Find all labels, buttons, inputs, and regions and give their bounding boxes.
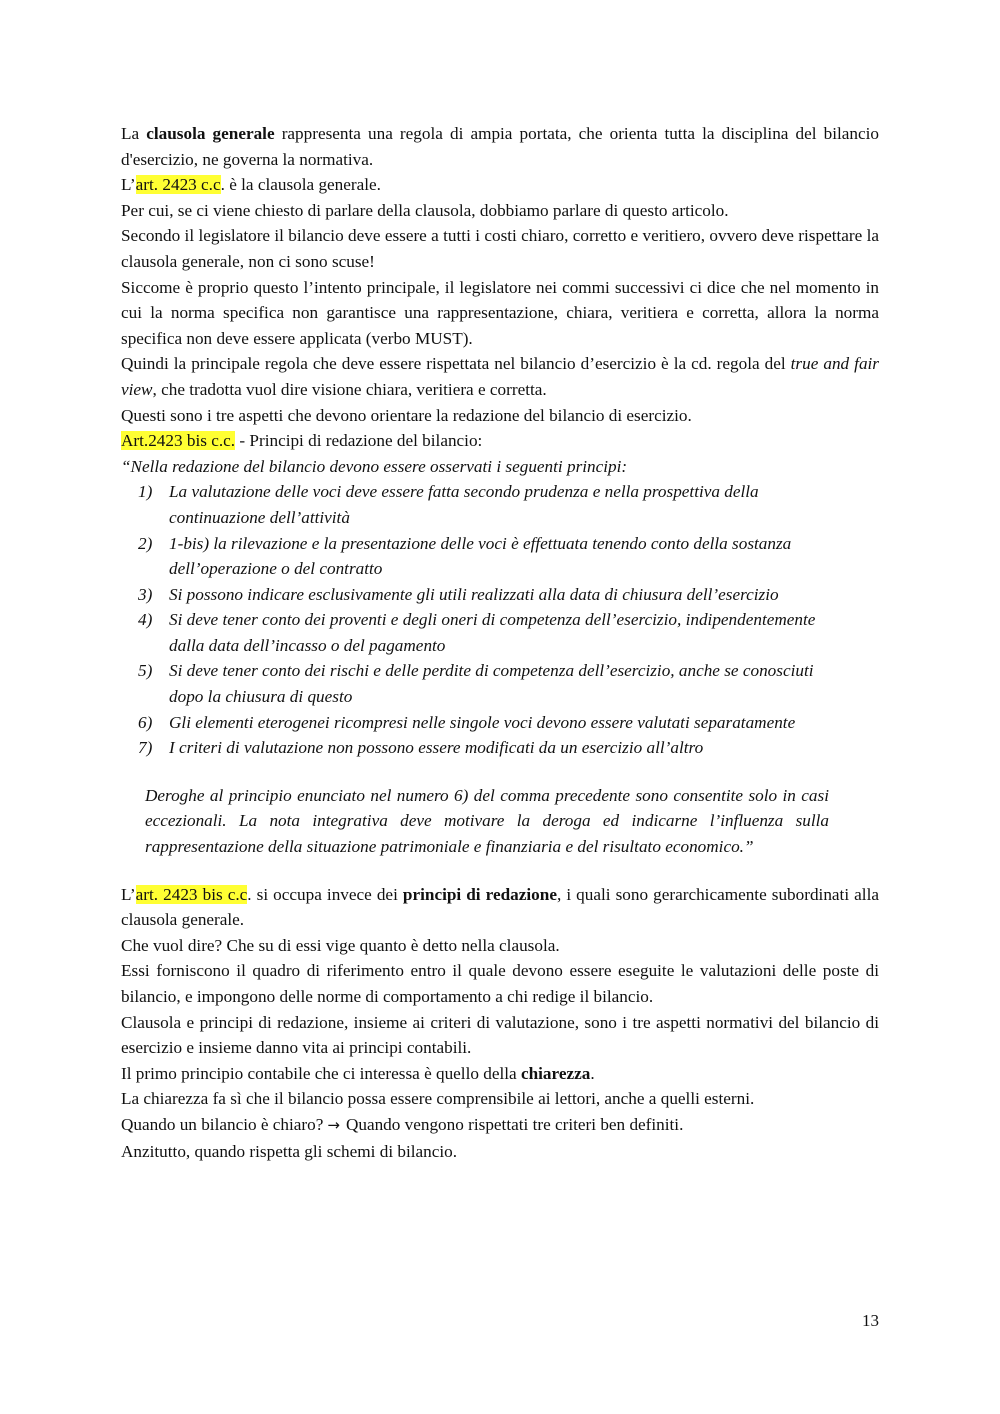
list-item (121, 658, 829, 709)
list-number: 3) (138, 584, 153, 604)
list-item (121, 735, 829, 761)
list-item-text: 1-bis) la rilevazione e la presentazione delle voci è effettuata tenendo conto della sostanza dell’operazione o del contratto (169, 533, 792, 579)
paragraph: Siccome è proprio questo l’intento principale, il legislatore nei commi successivi ci dice che nel momento in cui la norma specifica non garantisce una rappresentazione, chiara, veritiera e corretta, allora la norma specifica non deve essere applicata (verbo MUST). (121, 277, 879, 348)
list-item-text: I criteri di valutazione non possono essere modificati da un esercizio all’altro (169, 738, 704, 758)
arrow-right-icon: → (327, 1115, 340, 1134)
paragraph-art-2423-bis: L’art. 2423 bis c.c. si occupa invece dei principi di redazione, i quali sono gerarchicamente subordinati alla clausola generale. (121, 884, 879, 930)
list-item (121, 607, 829, 658)
page-number: 13 (862, 1311, 879, 1330)
list-item-text: Si possono indicare esclusivamente gli utili realizzati alla data di chiusura dell’esercizio (169, 584, 779, 604)
paragraph: Anzitutto, quando rispetta gli schemi di bilancio. (121, 1141, 458, 1161)
list-item-text: Si deve tener conto dei rischi e delle perdite di competenza dell’esercizio, anche se conosciuti dopo la chiusura di questo (169, 661, 814, 707)
paragraph: Questi sono i tre aspetti che devono orientare la redazione del bilancio di esercizio. (121, 405, 692, 425)
paragraph-art-2423-bis-heading: Art.2423 bis c.c. - Principi di redazione del bilancio: (121, 431, 483, 451)
list-number: 5) (138, 661, 153, 681)
paragraph-true-and-fair-view: Quindi la principale regola che deve essere rispettata nel bilancio d’esercizio è la cd. regola del true and fair view, che tradotta vuol dire visione chiara, veritiera e corretta. (121, 354, 879, 399)
list-item (121, 479, 829, 530)
section-principi-redazione (121, 882, 879, 1165)
paragraph: Secondo il legislatore il bilancio deve essere a tutti i costi chiaro, corretto e veritiero, ovvero deve rispettare la clausola generale, non ci sono scuse! (121, 226, 879, 271)
list-number: 4) (138, 610, 153, 630)
paragraph: Essi forniscono il quadro di riferimento entro il quale devono essere eseguite le valutazioni delle poste di bilancio, e impongono delle norme di comportamento a chi redige il bilancio. (121, 961, 879, 1006)
paragraph: Clausola e principi di redazione, insieme ai criteri di valutazione, sono i tre aspetti normativi del bilancio di esercizio e insieme danno vita ai principi contabili. (121, 1012, 879, 1058)
list-item (121, 582, 829, 608)
paragraph-clausola-generale: La clausola generale rappresenta una regola di ampia portata, che orienta tutta la disciplina del bilancio d'esercizio, ne governa la normativa. (121, 124, 879, 169)
bold-term: principi di redazione (402, 884, 557, 904)
list-item-text: Si deve tener conto dei proventi e degli oneri di competenza dell’esercizio, indipendentemente dalla data dell’incasso o del pagamento (169, 610, 816, 655)
paragraph-art-2423: L’art. 2423 c.c. è la clausola generale. (121, 175, 381, 195)
list-number: 7) (138, 738, 153, 758)
list-item-text: La valutazione delle voci deve essere fatta secondo prudenza e nella prospettiva della continuazione dell’attività (169, 482, 759, 527)
list-item (121, 531, 829, 582)
paragraph-chiarezza: Il primo principio contabile che ci interessa è quello della chiarezza. (121, 1063, 595, 1083)
paragraph-question: Quando un bilancio è chiaro? → Quando vengono rispettati tre criteri ben definiti. (121, 1112, 879, 1139)
highlighted-reference: art. 2423 c.c (135, 175, 221, 195)
list-number: 1) (138, 482, 153, 502)
list-item (121, 710, 829, 736)
list-number: 2) (138, 533, 153, 553)
list-number: 6) (138, 712, 153, 732)
paragraph: Che vuol dire? Che su di essi vige quanto è detto nella clausola. (121, 935, 560, 955)
highlighted-reference: art. 2423 bis c.c (135, 884, 248, 904)
bold-term: clausola generale (146, 124, 275, 143)
bold-term: chiarezza (520, 1063, 591, 1083)
highlighted-reference: Art.2423 bis c.c. (121, 431, 236, 451)
quote-deroga-paragraph: Deroghe al principio enunciato nel numero 6) del comma precedente sono consentite solo in casi eccezionali. La nota integrativa deve motivare la deroga ed indicarne l’influenza sulla rappresentazione della situazione patrimoniale e finanziaria e del risultato economico.” (145, 785, 829, 857)
page-content (121, 121, 879, 1164)
quote-intro: “Nella redazione del bilancio devono essere osservati i seguenti principi: (121, 456, 628, 476)
list-item-text: Gli elementi eterogenei ricompresi nelle singole voci devono essere valutati separatamente (169, 712, 796, 732)
italic-term: true and fair view (121, 354, 879, 399)
paragraph: Per cui, se ci viene chiesto di parlare della clausola, dobbiamo parlare di questo articolo. (121, 200, 729, 220)
principles-list (121, 479, 879, 761)
paragraph: La chiarezza fa sì che il bilancio possa essere comprensibile ai lettori, anche a quelli esterni. (121, 1089, 755, 1109)
